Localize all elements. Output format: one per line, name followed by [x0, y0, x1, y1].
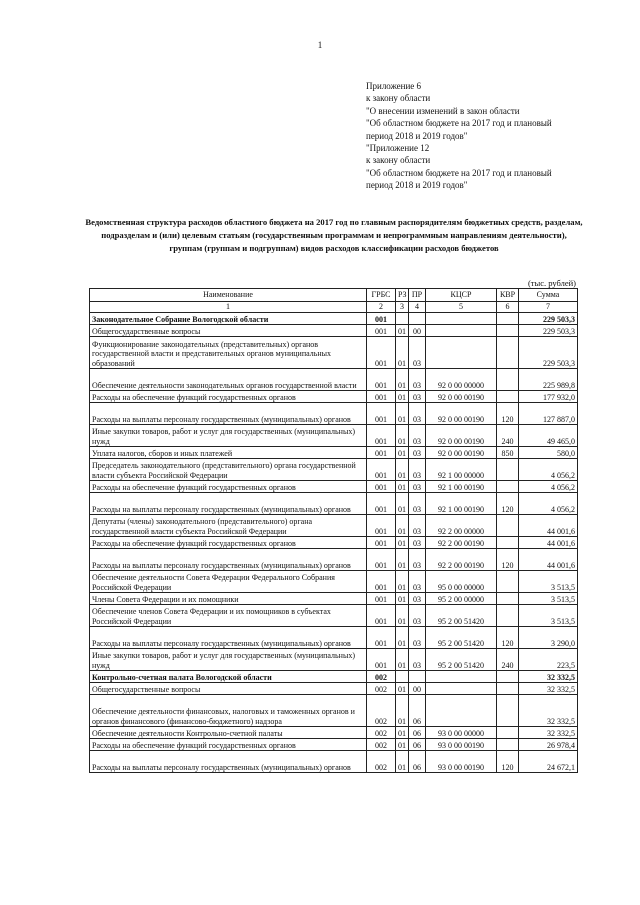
appendix-line: "О внесении изменений в закон области: [366, 105, 520, 116]
cell-grbs: 001: [367, 537, 396, 549]
cell-kvr: 120: [497, 403, 519, 425]
cell-grbs: 002: [367, 739, 396, 751]
cell-name: Обеспечение деятельности финансовых, налоговых и таможенных органов и органов финансового (финансово-бюджетного) надзора: [90, 695, 367, 727]
table-row: [90, 649, 578, 671]
cell-kcsr: 93 0 00 00190: [426, 751, 497, 773]
table-row: [90, 459, 578, 481]
column-number: 1: [90, 302, 367, 313]
table-row: [90, 739, 578, 751]
cell-rz: 01: [396, 337, 409, 369]
cell-sum: 3 290,0: [519, 627, 578, 649]
cell-kvr: [497, 593, 519, 605]
cell-pr: 03: [409, 593, 426, 605]
cell-pr: [409, 671, 426, 683]
table-row: [90, 695, 578, 727]
units-label: (тыс. рублей): [527, 278, 576, 288]
cell-kcsr: 92 2 00 00000: [426, 515, 497, 537]
cell-kvr: 120: [497, 627, 519, 649]
cell-name: Обеспечение членов Совета Федерации и их помощников в субъектах Российской Федерации: [90, 605, 367, 627]
cell-name: Функционирование законодательных (представительных) органов государственной власти и представительных органов муниципальных образований: [90, 337, 367, 369]
cell-pr: 03: [409, 391, 426, 403]
table-row: [90, 391, 578, 403]
column-header-pr: ПР: [409, 289, 426, 302]
appendix-line: период 2018 и 2019 годов": [366, 180, 468, 191]
column-header-kcsr: КЦСР: [426, 289, 497, 302]
cell-rz: 01: [396, 515, 409, 537]
cell-pr: 03: [409, 571, 426, 593]
table-row: [90, 403, 578, 425]
cell-kcsr: 95 2 00 00000: [426, 593, 497, 605]
cell-sum: 127 887,0: [519, 403, 578, 425]
column-number: 7: [519, 302, 578, 313]
cell-rz: 01: [396, 447, 409, 459]
cell-name: Расходы на выплаты персоналу государственных (муниципальных) органов: [90, 751, 367, 773]
cell-name: Расходы на обеспечение функций государственных органов: [90, 481, 367, 493]
cell-kcsr: 95 2 00 51420: [426, 649, 497, 671]
cell-pr: 03: [409, 537, 426, 549]
cell-pr: 03: [409, 605, 426, 627]
column-number: 2: [367, 302, 396, 313]
cell-rz: 01: [396, 627, 409, 649]
cell-kvr: 850: [497, 447, 519, 459]
table-row: [90, 425, 578, 447]
cell-kcsr: 92 1 00 00190: [426, 493, 497, 515]
cell-name: Председатель законодательного (представительного) органа государственной власти субъекта Российской Федерации: [90, 459, 367, 481]
cell-grbs: 001: [367, 627, 396, 649]
cell-pr: 03: [409, 459, 426, 481]
cell-kcsr: 95 2 00 51420: [426, 605, 497, 627]
cell-kvr: [497, 739, 519, 751]
cell-sum: 580,0: [519, 447, 578, 459]
appendix-line: "Об областном бюджете на 2017 год и плановый: [366, 167, 552, 178]
cell-sum: 229 503,3: [519, 337, 578, 369]
table-row: [90, 571, 578, 593]
cell-grbs: 002: [367, 683, 396, 695]
cell-kvr: [497, 605, 519, 627]
cell-kvr: [497, 325, 519, 337]
column-number-row: [90, 302, 578, 313]
table-row: [90, 369, 578, 391]
cell-rz: 01: [396, 683, 409, 695]
cell-kcsr: 92 2 00 00190: [426, 549, 497, 571]
cell-pr: 03: [409, 403, 426, 425]
cell-rz: 01: [396, 369, 409, 391]
cell-pr: 03: [409, 649, 426, 671]
cell-sum: 4 056,2: [519, 493, 578, 515]
cell-kcsr: [426, 325, 497, 337]
cell-name: Расходы на выплаты персоналу государственных (муниципальных) органов: [90, 549, 367, 571]
cell-rz: 01: [396, 493, 409, 515]
appendix-line: к закону области: [366, 155, 431, 166]
cell-kcsr: 95 2 00 51420: [426, 627, 497, 649]
cell-rz: 01: [396, 403, 409, 425]
cell-kcsr: [426, 671, 497, 683]
cell-sum: 4 056,2: [519, 481, 578, 493]
cell-grbs: 002: [367, 751, 396, 773]
cell-rz: 01: [396, 459, 409, 481]
cell-grbs: 001: [367, 593, 396, 605]
table-row: [90, 325, 578, 337]
cell-sum: 225 989,8: [519, 369, 578, 391]
cell-grbs: 002: [367, 671, 396, 683]
cell-rz: 01: [396, 695, 409, 727]
cell-sum: 44 001,6: [519, 549, 578, 571]
cell-kcsr: 92 1 00 00000: [426, 459, 497, 481]
appendix-line: Приложение 6: [366, 81, 422, 91]
cell-pr: [409, 313, 426, 325]
cell-kvr: [497, 695, 519, 727]
cell-kvr: [497, 481, 519, 493]
cell-sum: 32 332,5: [519, 727, 578, 739]
cell-name: Общегосударственные вопросы: [90, 683, 367, 695]
cell-kvr: 120: [497, 493, 519, 515]
table-row: [90, 549, 578, 571]
cell-kvr: [497, 337, 519, 369]
cell-sum: 4 056,2: [519, 459, 578, 481]
cell-rz: 01: [396, 751, 409, 773]
cell-rz: 01: [396, 571, 409, 593]
cell-sum: 44 001,6: [519, 515, 578, 537]
cell-pr: 03: [409, 515, 426, 537]
cell-name: Расходы на обеспечение функций государственных органов: [90, 739, 367, 751]
cell-kvr: 240: [497, 425, 519, 447]
table-row: [90, 751, 578, 773]
cell-pr: 03: [409, 493, 426, 515]
cell-sum: 229 503,3: [519, 325, 578, 337]
cell-pr: 00: [409, 325, 426, 337]
column-number: 5: [426, 302, 497, 313]
cell-grbs: 001: [367, 403, 396, 425]
cell-name: Иные закупки товаров, работ и услуг для государственных (муниципальных) нужд: [90, 649, 367, 671]
table-row: [90, 493, 578, 515]
cell-pr: 03: [409, 425, 426, 447]
cell-name: Члены Совета Федерации и их помощники: [90, 593, 367, 605]
cell-kvr: [497, 313, 519, 325]
cell-sum: 223,5: [519, 649, 578, 671]
cell-name: Иные закупки товаров, работ и услуг для государственных (муниципальных) нужд: [90, 425, 367, 447]
cell-name: Обеспечение деятельности законодательных органов государственной власти: [90, 369, 367, 391]
cell-kvr: [497, 369, 519, 391]
cell-grbs: 002: [367, 695, 396, 727]
cell-grbs: 001: [367, 391, 396, 403]
cell-name: Общегосударственные вопросы: [90, 325, 367, 337]
cell-kvr: [497, 683, 519, 695]
cell-kcsr: [426, 337, 497, 369]
cell-kvr: [497, 727, 519, 739]
appendix-line: "Приложение 12: [366, 143, 430, 154]
cell-sum: 177 932,0: [519, 391, 578, 403]
cell-sum: 3 513,5: [519, 571, 578, 593]
cell-kcsr: [426, 695, 497, 727]
cell-pr: 03: [409, 627, 426, 649]
cell-kcsr: 95 0 00 00000: [426, 571, 497, 593]
cell-kcsr: 92 0 00 00190: [426, 391, 497, 403]
cell-kcsr: 92 0 00 00190: [426, 447, 497, 459]
cell-sum: 49 465,0: [519, 425, 578, 447]
cell-kvr: [497, 459, 519, 481]
table-row: [90, 481, 578, 493]
column-number: 4: [409, 302, 426, 313]
cell-name: Расходы на обеспечение функций государственных органов: [90, 391, 367, 403]
appendix-header: [366, 80, 616, 192]
cell-kcsr: [426, 683, 497, 695]
cell-pr: 06: [409, 739, 426, 751]
appendix-line: период 2018 и 2019 годов": [366, 130, 468, 141]
cell-pr: 03: [409, 337, 426, 369]
cell-name: Обеспечение деятельности Совета Федерации Федерального Собрания Российской Федерации: [90, 571, 367, 593]
table-row: [90, 515, 578, 537]
cell-rz: 01: [396, 605, 409, 627]
cell-kcsr: 92 0 00 00190: [426, 425, 497, 447]
cell-sum: 44 001,6: [519, 537, 578, 549]
cell-kvr: 240: [497, 649, 519, 671]
cell-name: Расходы на обеспечение функций государственных органов: [90, 537, 367, 549]
cell-rz: 01: [396, 593, 409, 605]
cell-rz: 01: [396, 325, 409, 337]
cell-rz: 01: [396, 537, 409, 549]
cell-grbs: 001: [367, 481, 396, 493]
column-number: 6: [497, 302, 519, 313]
appendix-line: "Об областном бюджете на 2017 год и плановый: [366, 118, 552, 129]
cell-kcsr: 93 0 00 00190: [426, 739, 497, 751]
cell-grbs: 001: [367, 493, 396, 515]
table-header-row: [90, 289, 578, 302]
cell-pr: 06: [409, 751, 426, 773]
cell-kvr: [497, 537, 519, 549]
cell-name: Расходы на выплаты персоналу государственных (муниципальных) органов: [90, 403, 367, 425]
cell-pr: 06: [409, 695, 426, 727]
cell-grbs: 001: [367, 369, 396, 391]
cell-sum: 32 332,5: [519, 683, 578, 695]
cell-grbs: 001: [367, 459, 396, 481]
table-row: [90, 593, 578, 605]
table-row: [90, 683, 578, 695]
cell-rz: 01: [396, 481, 409, 493]
cell-kcsr: [426, 313, 497, 325]
cell-grbs: 001: [367, 425, 396, 447]
cell-name: Контрольно-счетная палата Вологодской области: [90, 671, 367, 683]
cell-name: Расходы на выплаты персоналу государственных (муниципальных) органов: [90, 493, 367, 515]
cell-kvr: [497, 391, 519, 403]
cell-sum: 26 978,4: [519, 739, 578, 751]
cell-grbs: 001: [367, 605, 396, 627]
cell-name: Расходы на выплаты персоналу государственных (муниципальных) органов: [90, 627, 367, 649]
cell-sum: 3 513,5: [519, 593, 578, 605]
cell-name: Обеспечение деятельности Контрольно-счетной палаты: [90, 727, 367, 739]
budget-table: [89, 288, 578, 773]
cell-kvr: 120: [497, 751, 519, 773]
cell-kvr: [497, 671, 519, 683]
column-header-name: Наименование: [90, 289, 367, 302]
cell-name: Законодательное Собрание Вологодской области: [90, 313, 367, 325]
cell-rz: 01: [396, 739, 409, 751]
table-row: [90, 447, 578, 459]
cell-name: Депутаты (члены) законодательного (представительного) органа государственной власти субъекта Российской Федерации: [90, 515, 367, 537]
column-header-rz: РЗ: [396, 289, 409, 302]
cell-grbs: 001: [367, 649, 396, 671]
appendix-line: к закону области: [366, 93, 431, 104]
cell-kcsr: 92 2 00 00190: [426, 537, 497, 549]
column-header-grbs: ГРБС: [367, 289, 396, 302]
cell-pr: 03: [409, 369, 426, 391]
column-number: 3: [396, 302, 409, 313]
cell-rz: 01: [396, 391, 409, 403]
page-number: 1: [317, 40, 323, 50]
column-header-kvr: КВР: [497, 289, 519, 302]
table-row: [90, 627, 578, 649]
cell-grbs: 001: [367, 571, 396, 593]
cell-sum: 24 672,1: [519, 751, 578, 773]
cell-grbs: 001: [367, 325, 396, 337]
cell-pr: 00: [409, 683, 426, 695]
cell-kcsr: 92 1 00 00190: [426, 481, 497, 493]
table-row: [90, 605, 578, 627]
cell-grbs: 001: [367, 447, 396, 459]
cell-sum: 3 513,5: [519, 605, 578, 627]
table-row: [90, 727, 578, 739]
cell-kcsr: 92 0 00 00000: [426, 369, 497, 391]
cell-rz: 01: [396, 727, 409, 739]
cell-kcsr: 93 0 00 00000: [426, 727, 497, 739]
cell-grbs: 002: [367, 727, 396, 739]
cell-rz: 01: [396, 649, 409, 671]
cell-kvr: 120: [497, 549, 519, 571]
cell-rz: [396, 671, 409, 683]
cell-kvr: [497, 571, 519, 593]
document-title: Ведомственная структура расходов областного бюджета на 2017 год по главным распорядителям бюджетных средств, разделам, подразделам и (или) целевым статьям (государственным программам и непрограммным направлениям деятельности), группам (группам и подгруппам) видов расходов классификации расходов бюджетов: [85, 217, 583, 253]
cell-rz: 01: [396, 549, 409, 571]
cell-pr: 06: [409, 727, 426, 739]
cell-grbs: 001: [367, 313, 396, 325]
table-body: [90, 313, 578, 773]
table-row: [90, 337, 578, 369]
table-row: [90, 537, 578, 549]
cell-kcsr: 92 0 00 00190: [426, 403, 497, 425]
cell-grbs: 001: [367, 337, 396, 369]
cell-sum: 229 503,3: [519, 313, 578, 325]
table-row: [90, 313, 578, 325]
cell-name: Уплата налогов, сборов и иных платежей: [90, 447, 367, 459]
cell-rz: [396, 313, 409, 325]
column-header-sum: Сумма: [519, 289, 578, 302]
cell-pr: 03: [409, 481, 426, 493]
table-row: [90, 671, 578, 683]
cell-rz: 01: [396, 425, 409, 447]
cell-pr: 03: [409, 549, 426, 571]
cell-sum: 32 332,5: [519, 671, 578, 683]
cell-kvr: [497, 515, 519, 537]
cell-grbs: 001: [367, 549, 396, 571]
cell-sum: 32 332,5: [519, 695, 578, 727]
cell-grbs: 001: [367, 515, 396, 537]
cell-pr: 03: [409, 447, 426, 459]
